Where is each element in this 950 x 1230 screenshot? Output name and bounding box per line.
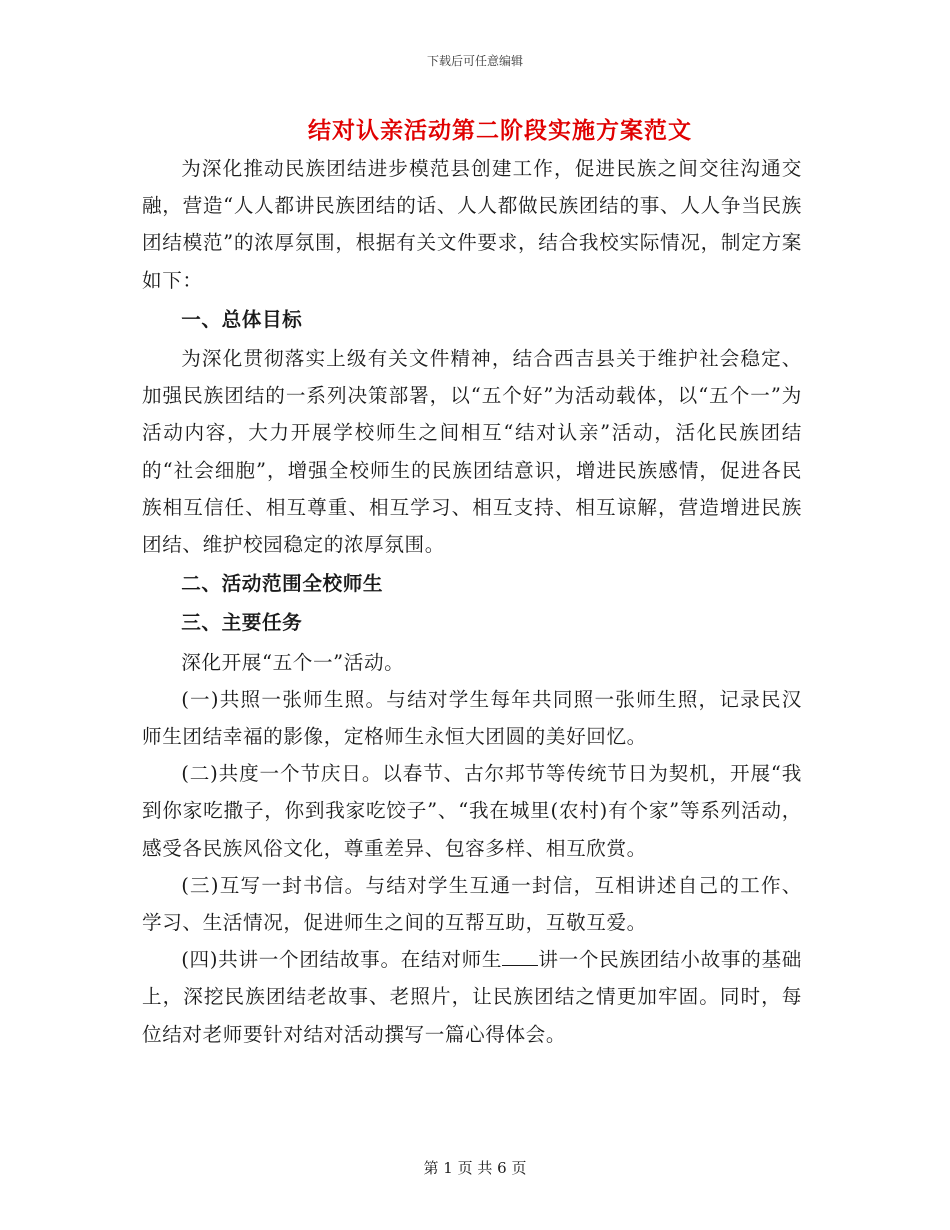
- task-item-4: [142, 941, 802, 1053]
- tasks-lead-paragraph: 深化开展“五个一”活动。: [181, 650, 405, 674]
- task-item-1: (一)共照一张师生照。与结对学生每年共同照一张师生照，记录民汉师生团结幸福的影像，定格师生永恒大团圆的美好回忆。: [142, 687, 802, 749]
- task-item-4-part2: 讲一个民族团结小故事的基础上，深挖民族团结老故事、老照片，让民族团结之情更加牢固。同时，每位结对老师要针对结对活动撰写一篇心得体会。: [142, 948, 802, 1046]
- section-heading-tasks: 三、主要任务: [181, 611, 303, 635]
- goals-paragraph: 为深化贯彻落实上级有关文件精神，结合西吉县关于维护社会稳定、加强民族团结的一系列决策部署，以“五个好”为活动载体，以“五个一”为活动内容，大力开展学校师生之间相互“结对认亲”活动，活化民族团结的“社会细胞”，增强全校师生的民族团结意识，增进民族感情，促进各民族相互信任、相互尊重、相互学习、相互支持、相互谅解，营造增进民族团结、维护校园稳定的浓厚氛围。: [142, 347, 802, 557]
- task-item-4-part1: (四)共讲一个团结故事。在结对师生: [181, 948, 503, 972]
- fill-in-blank: [502, 946, 538, 967]
- intro-paragraph: 为深化推动民族团结进步模范县创建工作，促进民族之间交往沟通交融，营造“人人都讲民族团结的话、人人都做民族团结的事、人人争当民族团结模范”的浓厚氛围，根据有关文件要求，结合我校实际情况，制定方案如下：: [142, 157, 802, 292]
- section-heading-goals: 一、总体目标: [181, 307, 303, 331]
- document-body: [142, 150, 802, 1053]
- document-title: 结对认亲活动第二阶段实施方案范文: [308, 118, 692, 144]
- page-footer: 第 1 页 共 6 页: [423, 1159, 527, 1177]
- header-note: 下载后可任意编辑: [426, 54, 523, 68]
- task-item-3: (三)互写一封书信。与结对学生互通一封信，互相讲述自己的工作、学习、生活情况，促进师生之间的互帮互助，互敬互爱。: [142, 873, 802, 935]
- section-heading-scope: 二、活动范围全校师生: [181, 572, 384, 596]
- task-item-2: (二)共度一个节庆日。以春节、古尔邦节等传统节日为契机，开展“我到你家吃撒子，你到我家吃饺子”、“我在城里(农村)有个家”等系列活动，感受各民族风俗文化，尊重差异、包容多样、相互欣赏。: [142, 762, 802, 860]
